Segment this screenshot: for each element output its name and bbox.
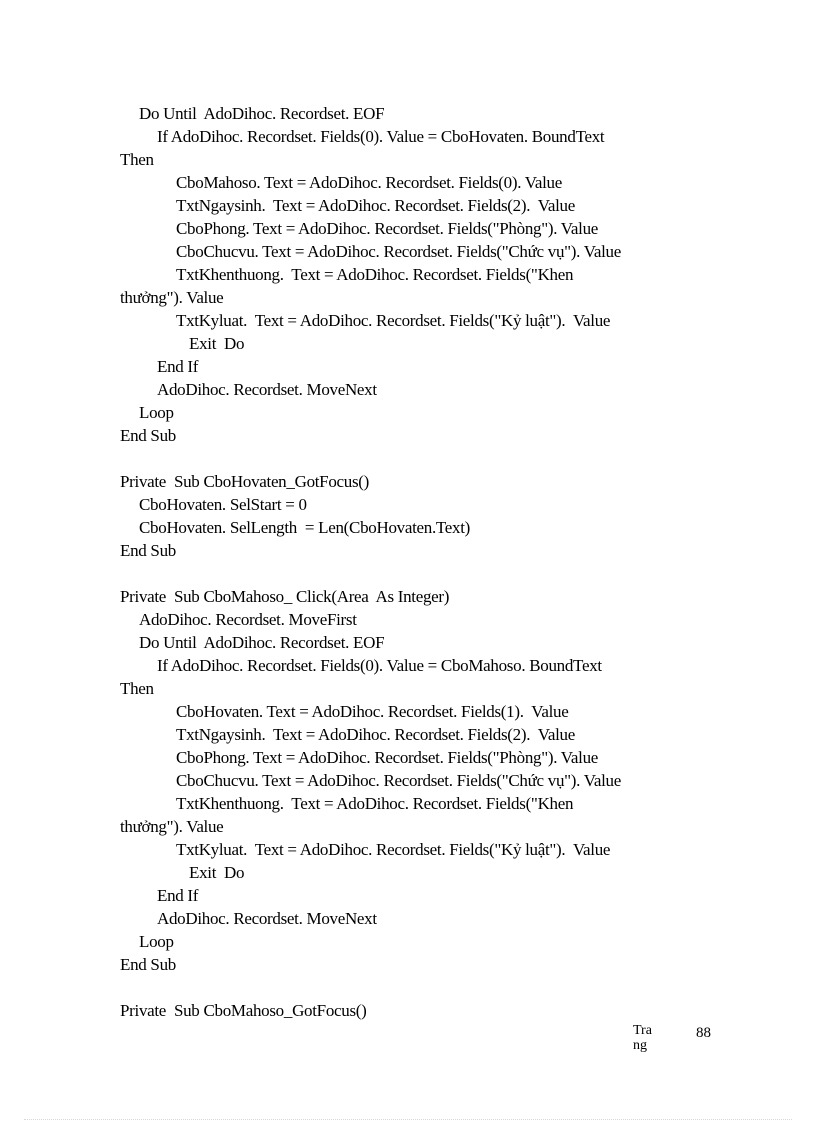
code-line: thưởng"). Value [120,288,224,307]
page-label: Trang [633,1023,652,1053]
code-line: Do Until AdoDihoc. Recordset. EOF [139,104,385,123]
code-line: TxtKhenthuong. Text = AdoDihoc. Recordset. Fields("Khen [176,794,574,813]
code-line: Loop [139,403,174,422]
code-line: Private Sub CboHovaten_GotFocus() [120,472,370,491]
code-line: Do Until AdoDihoc. Recordset. EOF [139,633,385,652]
code-line: CboHovaten. SelLength = Len(CboHovaten.Text) [139,518,471,537]
code-line: CboMahoso. Text = AdoDihoc. Recordset. Fields(0). Value [176,173,563,192]
code-line: CboHovaten. SelStart = 0 [139,495,307,514]
code-line: CboPhong. Text = AdoDihoc. Recordset. Fields("Phòng"). Value [176,748,599,767]
code-line: AdoDihoc. Recordset. MoveNext [157,909,377,928]
code-line: Exit Do [189,863,245,882]
code-line: End If [157,357,199,376]
code-line: Loop [139,932,174,951]
code-line: CboChucvu. Text = AdoDihoc. Recordset. Fields("Chức vụ"). Value [176,242,621,261]
code-line: If AdoDihoc. Recordset. Fields(0). Value = CboHovaten. BoundText [157,127,605,146]
code-line: TxtNgaysinh. Text = AdoDihoc. Recordset. Fields(2). Value [176,725,575,744]
code-line: TxtKhenthuong. Text = AdoDihoc. Recordset. Fields("Khen [176,265,574,284]
code-line: Private Sub CboMahoso_ Click(Area As Integer) [120,587,450,606]
code-line: Then [120,679,154,698]
code-line: CboPhong. Text = AdoDihoc. Recordset. Fields("Phòng"). Value [176,219,599,238]
code-line: End If [157,886,199,905]
code-line: AdoDihoc. Recordset. MoveFirst [139,610,357,629]
code-line: End Sub [120,541,176,560]
code-line: CboHovaten. Text = AdoDihoc. Recordset. Fields(1). Value [176,702,569,721]
code-line: TxtNgaysinh. Text = AdoDihoc. Recordset. Fields(2). Value [176,196,575,215]
code-line: Private Sub CboMahoso_GotFocus() [120,1001,367,1020]
page-bottom-divider [24,1119,792,1120]
code-line: CboChucvu. Text = AdoDihoc. Recordset. Fields("Chức vụ"). Value [176,771,621,790]
code-line: End Sub [120,955,176,974]
code-line: TxtKyluat. Text = AdoDihoc. Recordset. Fields("Kỷ luật"). Value [176,840,611,859]
code-line: Exit Do [189,334,245,353]
page-number: 88 [696,1025,711,1041]
code-line: If AdoDihoc. Recordset. Fields(0). Value = CboMahoso. BoundText [157,656,602,675]
code-line: End Sub [120,426,176,445]
code-line: Then [120,150,154,169]
code-line: thưởng"). Value [120,817,224,836]
code-line: TxtKyluat. Text = AdoDihoc. Recordset. Fields("Kỷ luật"). Value [176,311,611,330]
code-line: AdoDihoc. Recordset. MoveNext [157,380,377,399]
